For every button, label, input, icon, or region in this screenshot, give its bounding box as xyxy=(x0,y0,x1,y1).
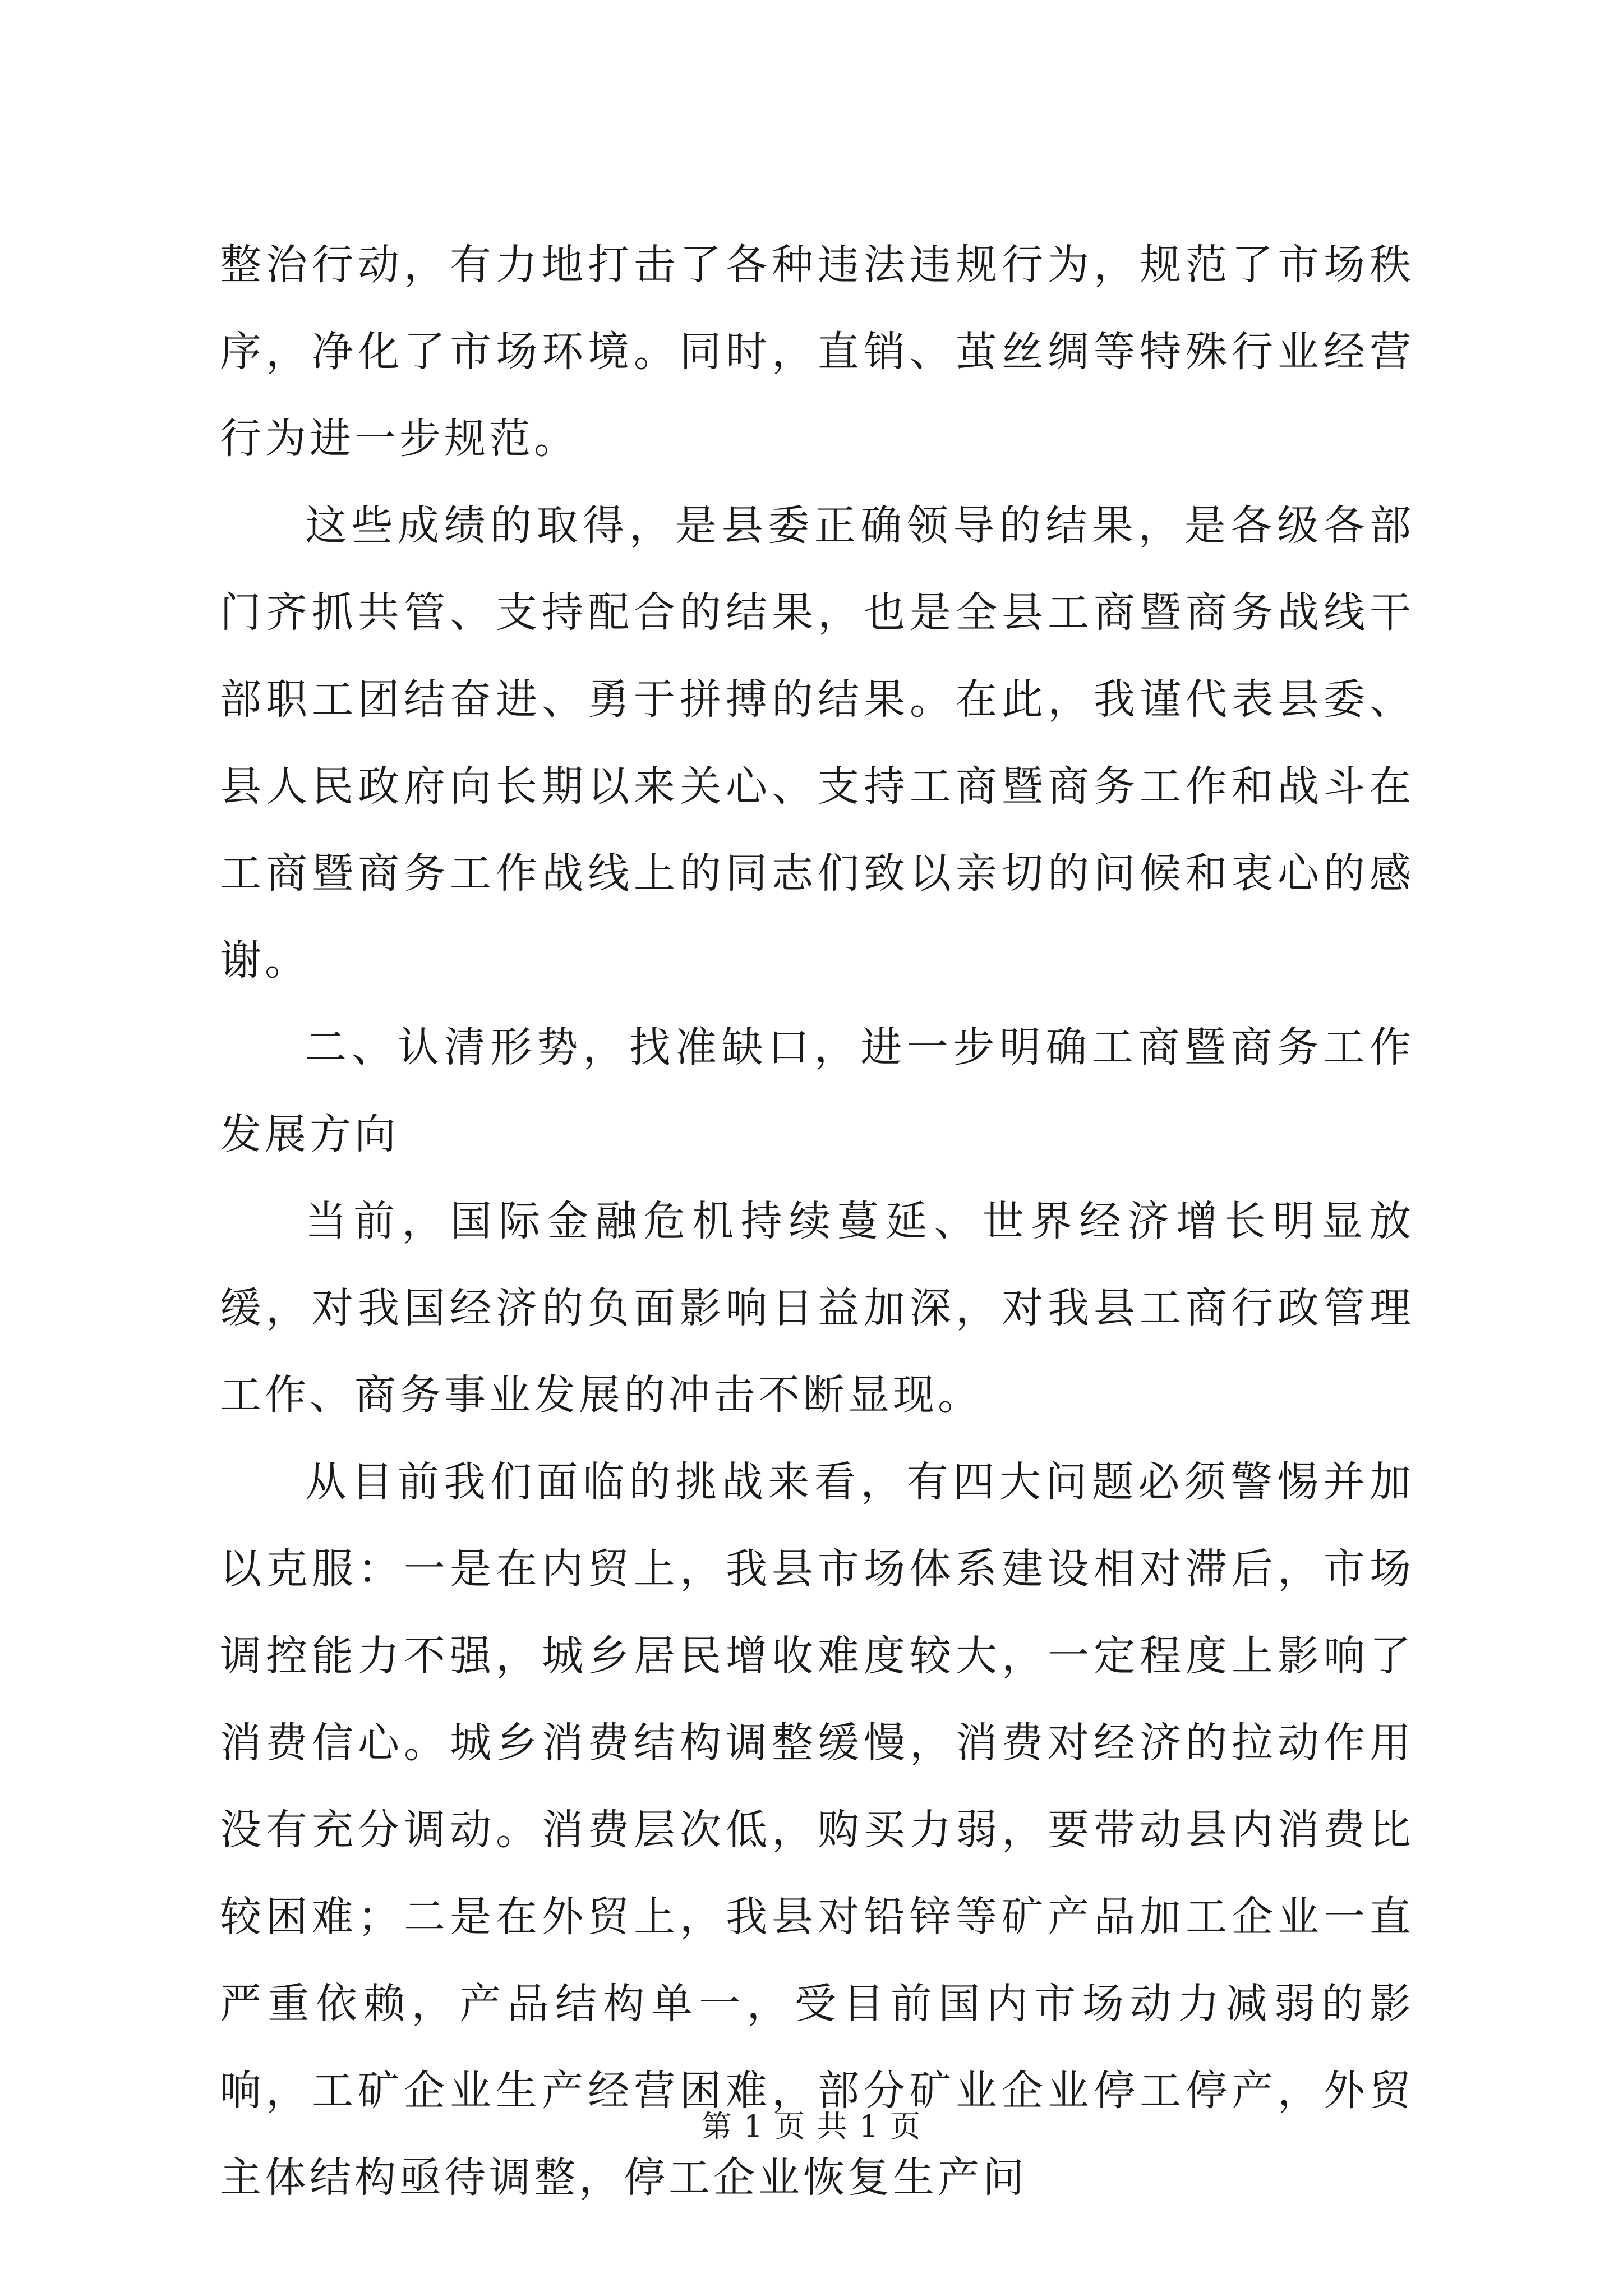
document-body xyxy=(220,222,1414,2221)
paragraph-1: 整治行动，有力地打击了各种违法违规行为，规范了市场秩序，净化了市场环境。同时，直销、茧丝绸等特殊行业经营行为进一步规范。 xyxy=(220,241,1414,463)
page-footer: 第 1 页 共 1 页 xyxy=(701,2109,922,2144)
paragraph-2: 这些成绩的取得，是县委正确领导的结果，是各级各部门齐抓共管、支持配合的结果，也是全县工商暨商务战线干部职工团结奋进、勇于拼搏的结果。在此，我谨代表县委、县人民政府向长期以来关心、支持工商暨商务工作和战斗在工商暨商务工作战线上的同志们致以亲切的问候和衷心的感谢。 xyxy=(220,501,1414,984)
section-heading: 二、认清形势，找准缺口，进一步明确工商暨商务工作发展方向 xyxy=(220,1023,1414,1158)
paragraph-4: 从目前我们面临的挑战来看，有四大问题必须警惕并加以克服：一是在内贸上，我县市场体系建设相对滞后，市场调控能力不强，城乡居民增收难度较大，一定程度上影响了消费信心。城乡消费结构调整缓慢，消费对经济的拉动作用没有充分调动。消费层次低，购买力弱，要带动县内消费比较困难；二是在外贸上，我县对铅锌等矿产品加工企业一直严重依赖，产品结构单一，受目前国内市场动力减弱的影响，工矿企业生产经营困难，部分矿业企业停工停产，外贸主体结构亟待调整，停工企业恢复生产问 xyxy=(220,1458,1414,2202)
paragraph-3: 当前，国际金融危机持续蔓延、世界经济增长明显放缓，对我国经济的负面影响日益加深，对我县工商行政管理工作、商务事业发展的冲击不断显现。 xyxy=(220,1197,1414,1419)
